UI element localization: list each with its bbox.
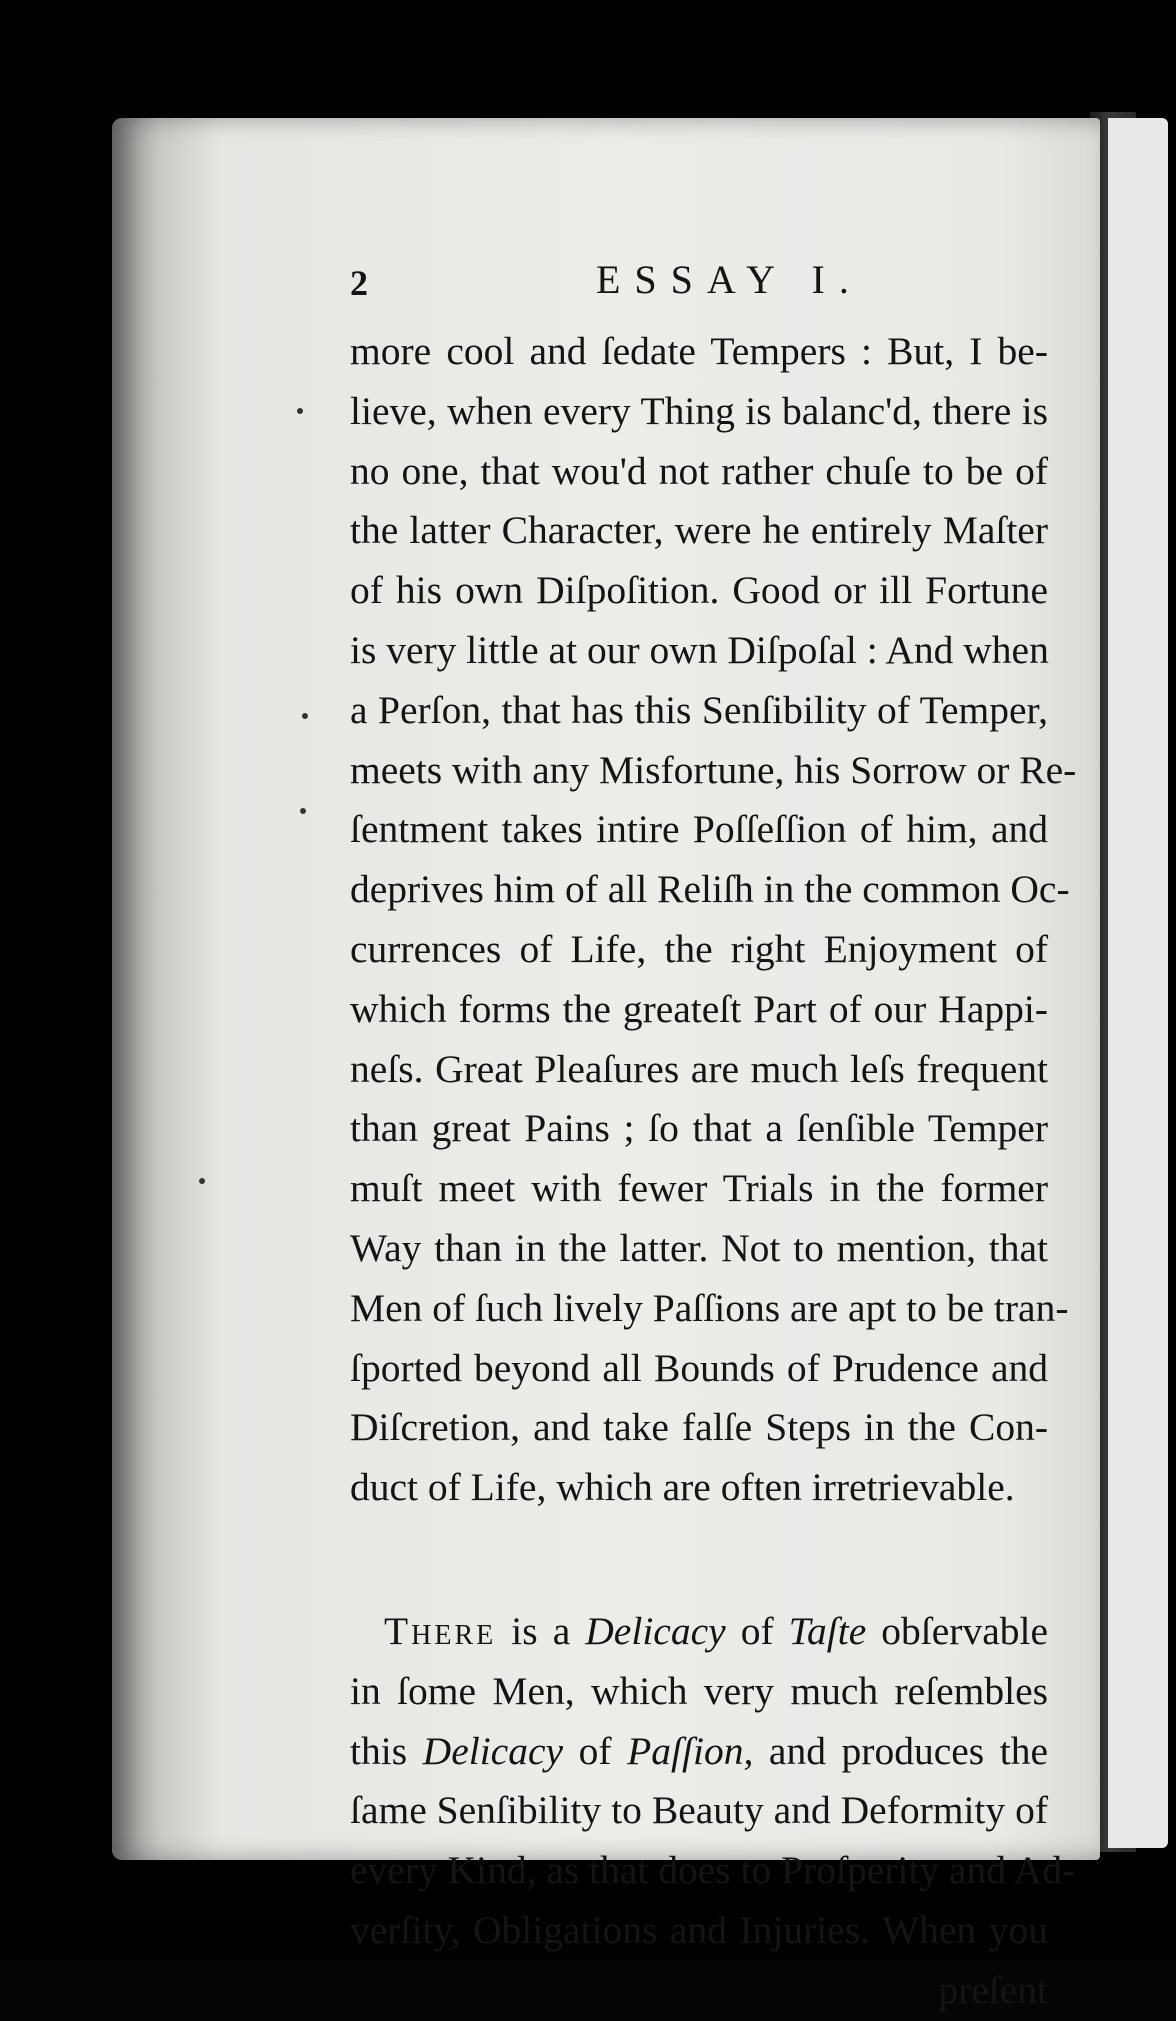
text-line: no one, that wou'd not rather chuſe to be of — [350, 448, 1048, 493]
text-line: lieve, when every Thing is balanc'd, there is — [350, 388, 1048, 433]
text-run: and produces the — [753, 1728, 1048, 1773]
catchword: preſent — [938, 1967, 1048, 2012]
text-line: a Perſon, that has this Senſibility of Temper, — [350, 687, 1048, 732]
text-line: deprives him of all Reliſh in the common Oc- — [350, 867, 1070, 912]
text-line: ſame Senſibility to Beauty and Deformity of — [350, 1788, 1048, 1833]
text-line — [350, 1602, 1048, 1662]
text-line: Way than in the latter. Not to mention, that — [350, 1225, 1048, 1270]
text-line: Diſcretion, and take falſe Steps in the Con- — [350, 1405, 1048, 1450]
italic-term: Delicacy — [585, 1608, 726, 1653]
text-line: currences of Life, the right Enjoyment of — [350, 926, 1048, 971]
text-line: duct of Life, which are often irretrievable. — [350, 1465, 1015, 1510]
speck — [297, 408, 303, 414]
italic-term: Taſte — [788, 1608, 867, 1653]
text-line: ſentment takes intire Poſſeſſion of him, and — [350, 807, 1048, 852]
paragraph-1 — [350, 322, 1077, 1518]
text-line: verſity, Obligations and Injuries. When you — [350, 1907, 1048, 1952]
text-run: is a — [496, 1608, 586, 1653]
italic-term: Paſſion, — [627, 1728, 754, 1773]
italic-term: Delicacy — [422, 1728, 564, 1773]
page-number: 2 — [350, 263, 368, 303]
text-run: this — [350, 1728, 423, 1773]
text-line: more cool and ſedate Tempers : But, I be- — [350, 329, 1048, 373]
text-line: Men of ſuch lively Paſſions are apt to be tran- — [350, 1285, 1069, 1330]
running-head: ESSAY I. — [596, 257, 863, 302]
text-run: of — [725, 1608, 789, 1653]
page-header — [350, 257, 1048, 322]
text-line: meets with any Misfortune, his Sorrow or Re- — [350, 747, 1077, 792]
text-line: of his own Diſpoſition. Good or ill Fortune — [350, 568, 1048, 613]
text-line: in ſome Men, which very much reſembles — [350, 1668, 1048, 1713]
speck — [300, 808, 306, 814]
page-text — [350, 257, 1077, 2021]
text-line: than great Pains ; ſo that a ſenſible Temper — [350, 1106, 1048, 1151]
text-line — [350, 1722, 1048, 1782]
facing-page-edge — [1108, 118, 1168, 1848]
text-line: neſs. Great Pleaſures are much leſs frequent — [350, 1046, 1048, 1091]
speck — [302, 713, 308, 719]
speck — [199, 1178, 205, 1184]
text-run: of — [563, 1728, 628, 1773]
small-caps-opening: There — [384, 1608, 497, 1653]
paragraph-2 — [350, 1602, 1076, 2021]
text-line: is very little at our own Diſpoſal : And when — [350, 627, 1049, 672]
text-line: every Kind, as that does to Proſperity and Ad- — [350, 1848, 1076, 1893]
text-run: obſervable — [866, 1608, 1048, 1653]
paragraph-gap — [350, 1518, 1048, 1602]
text-line: the latter Character, were he entirely Maſter — [350, 508, 1048, 553]
text-line: muſt meet with fewer Trials in the former — [350, 1166, 1048, 1211]
text-line: which forms the greateſt Part of our Happi- — [350, 986, 1048, 1031]
text-line: ſported beyond all Bounds of Prudence and — [350, 1345, 1048, 1390]
